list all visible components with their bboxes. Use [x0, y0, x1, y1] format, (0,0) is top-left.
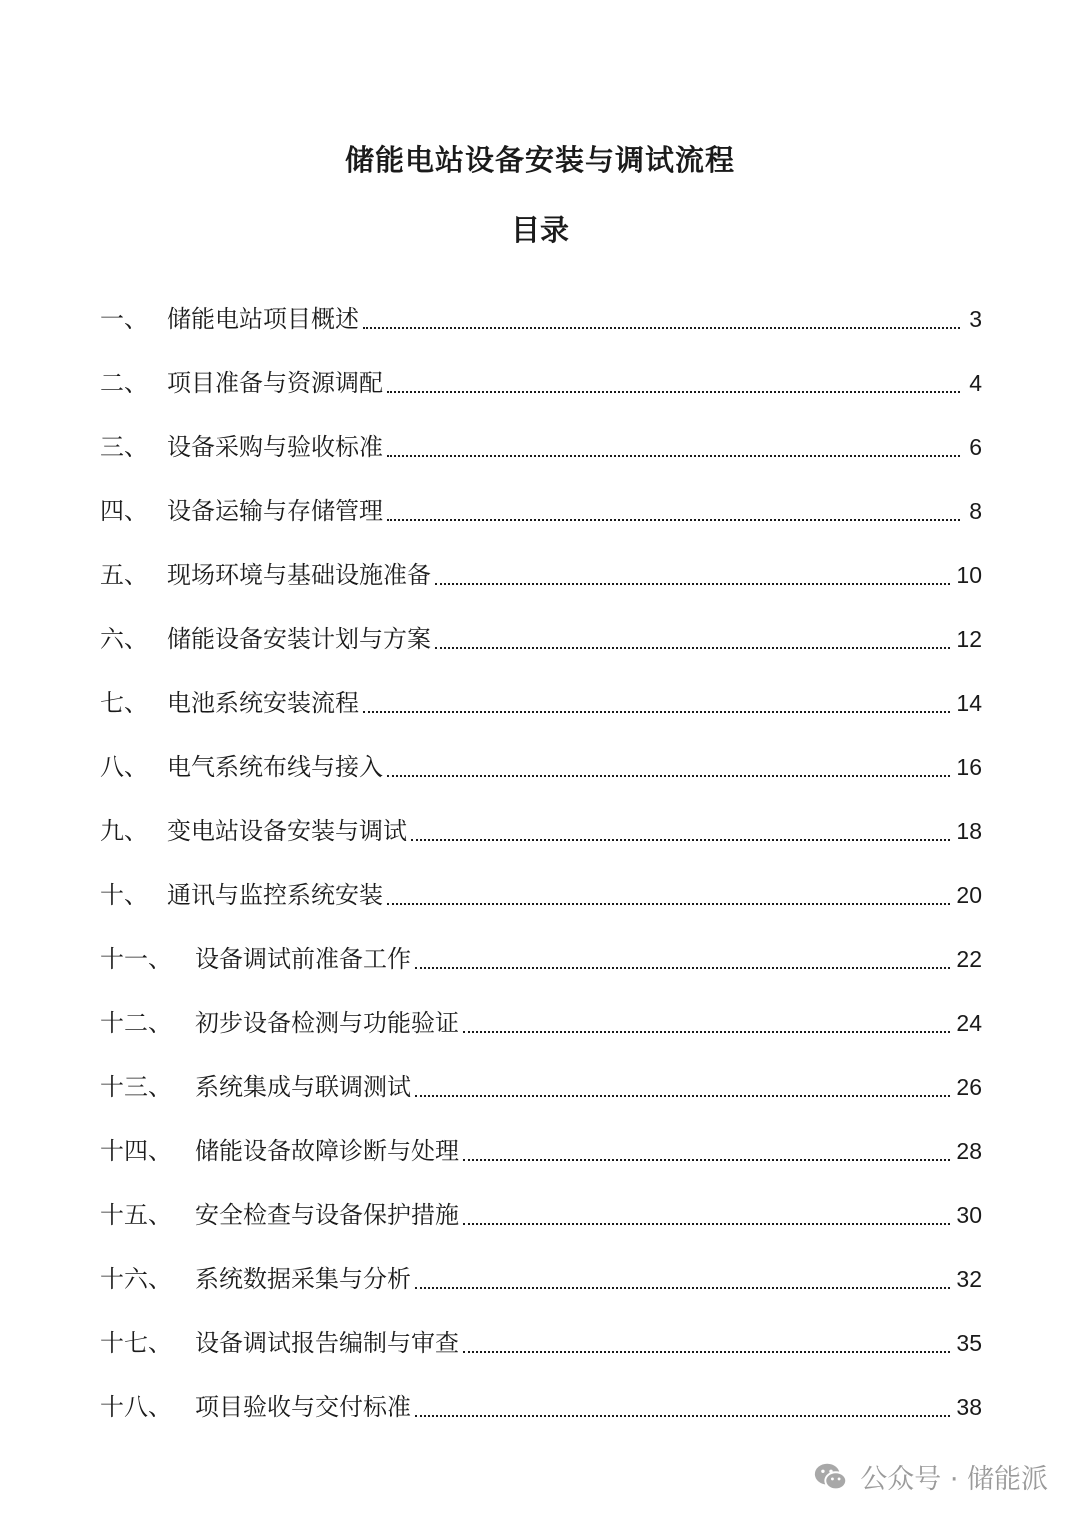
toc-dot-leader	[463, 1030, 950, 1033]
toc-entry-number: 十八、	[100, 1393, 172, 1421]
toc-dot-leader	[463, 1350, 950, 1353]
toc-entry[interactable]	[100, 723, 982, 787]
wechat-icon	[812, 1458, 850, 1496]
toc-entry-title: 通讯与监控系统安装	[167, 881, 383, 909]
toc-entry[interactable]	[100, 1043, 982, 1107]
toc-dot-leader	[387, 454, 960, 457]
toc-entry-title: 电池系统安装流程	[167, 689, 359, 717]
toc-entry-page: 4	[969, 370, 982, 396]
toc-entry-number: 一、	[100, 305, 148, 333]
toc-entry[interactable]	[100, 851, 982, 915]
toc-entry-title: 安全检查与设备保护措施	[195, 1201, 459, 1229]
toc-entry-page: 10	[956, 562, 982, 588]
toc-entry-page: 24	[956, 1010, 982, 1036]
toc-dot-leader	[435, 646, 950, 649]
toc-entry-page: 26	[956, 1074, 982, 1100]
toc-entry-number: 七、	[100, 689, 148, 717]
toc-entry-number: 十、	[100, 881, 148, 909]
toc-entry[interactable]	[100, 595, 982, 659]
toc-entry-title: 储能设备安装计划与方案	[167, 625, 431, 653]
toc-entry-title: 现场环境与基础设施准备	[167, 561, 431, 589]
toc-entry-number: 二、	[100, 369, 148, 397]
toc-entry-number: 五、	[100, 561, 148, 589]
toc-entry-number: 十五、	[100, 1201, 172, 1229]
toc-dot-leader	[415, 966, 950, 969]
toc-dot-leader	[387, 774, 950, 777]
toc-entry-number: 八、	[100, 753, 148, 781]
toc-entry[interactable]	[100, 787, 982, 851]
toc-entry-page: 32	[956, 1266, 982, 1292]
toc-entry[interactable]	[100, 275, 982, 339]
toc-entry-title: 初步设备检测与功能验证	[195, 1009, 459, 1037]
toc-dot-leader	[387, 902, 950, 905]
toc-entry-number: 十四、	[100, 1137, 172, 1165]
toc-entry-title: 电气系统布线与接入	[167, 753, 383, 781]
toc-entry[interactable]	[100, 659, 982, 723]
toc-entry-page: 14	[956, 690, 982, 716]
toc-entry-number: 十三、	[100, 1073, 172, 1101]
toc-entry[interactable]	[100, 1299, 982, 1363]
toc-entry[interactable]	[100, 979, 982, 1043]
toc-entry-number: 十二、	[100, 1009, 172, 1037]
toc-dot-leader	[435, 582, 950, 585]
toc-entry-title: 设备采购与验收标准	[167, 433, 383, 461]
toc-entry[interactable]	[100, 403, 982, 467]
toc-entry[interactable]	[100, 467, 982, 531]
toc-heading: 目录	[510, 213, 569, 247]
watermark-text: 公众号 · 储能派	[860, 1464, 1048, 1495]
table-of-contents	[100, 275, 982, 1427]
document-title: 储能电站设备安装与调试流程	[344, 143, 735, 177]
toc-entry-number: 十七、	[100, 1329, 172, 1357]
toc-entry-number: 十一、	[100, 945, 172, 973]
toc-entry[interactable]	[100, 339, 982, 403]
toc-entry-page: 35	[956, 1330, 982, 1356]
toc-entry-title: 系统数据采集与分析	[195, 1265, 411, 1293]
toc-entry-title: 系统集成与联调测试	[195, 1073, 411, 1101]
toc-entry-title: 变电站设备安装与调试	[167, 817, 407, 845]
toc-entry[interactable]	[100, 1363, 982, 1427]
toc-dot-leader	[415, 1094, 950, 1097]
toc-entry-page: 28	[956, 1138, 982, 1164]
toc-dot-leader	[363, 326, 960, 329]
toc-dot-leader	[387, 518, 960, 521]
toc-entry-title: 储能电站项目概述	[167, 305, 359, 333]
toc-entry[interactable]	[100, 1235, 982, 1299]
toc-entry-page: 3	[969, 306, 982, 332]
toc-entry-number: 十六、	[100, 1265, 172, 1293]
toc-dot-leader	[411, 838, 950, 841]
toc-entry-title: 设备运输与存储管理	[167, 497, 383, 525]
toc-entry-title: 项目准备与资源调配	[167, 369, 383, 397]
toc-entry-title: 设备调试前准备工作	[195, 945, 411, 973]
toc-entry-page: 38	[956, 1394, 982, 1420]
toc-dot-leader	[363, 710, 950, 713]
toc-entry-title: 设备调试报告编制与审查	[195, 1329, 459, 1357]
toc-entry-title: 储能设备故障诊断与处理	[195, 1137, 459, 1165]
toc-entry-page: 8	[969, 498, 982, 524]
toc-entry-number: 四、	[100, 497, 148, 525]
toc-entry[interactable]	[100, 915, 982, 979]
toc-entry-number: 三、	[100, 433, 148, 461]
toc-entry-title: 项目验收与交付标准	[195, 1393, 411, 1421]
toc-entry-page: 12	[956, 626, 982, 652]
toc-entry-number: 六、	[100, 625, 148, 653]
toc-entry[interactable]	[100, 1171, 982, 1235]
toc-entry[interactable]	[100, 1107, 982, 1171]
toc-entry-number: 九、	[100, 817, 148, 845]
toc-dot-leader	[415, 1286, 950, 1289]
toc-entry-page: 22	[956, 946, 982, 972]
toc-dot-leader	[463, 1158, 950, 1161]
toc-dot-leader	[415, 1414, 950, 1417]
watermark	[812, 1457, 1048, 1496]
toc-dot-leader	[463, 1222, 950, 1225]
toc-entry[interactable]	[100, 531, 982, 595]
toc-dot-leader	[387, 390, 960, 393]
toc-entry-page: 16	[956, 754, 982, 780]
toc-entry-page: 18	[956, 818, 982, 844]
toc-entry-page: 30	[956, 1202, 982, 1228]
toc-entry-page: 20	[956, 882, 982, 908]
toc-entry-page: 6	[969, 434, 982, 460]
